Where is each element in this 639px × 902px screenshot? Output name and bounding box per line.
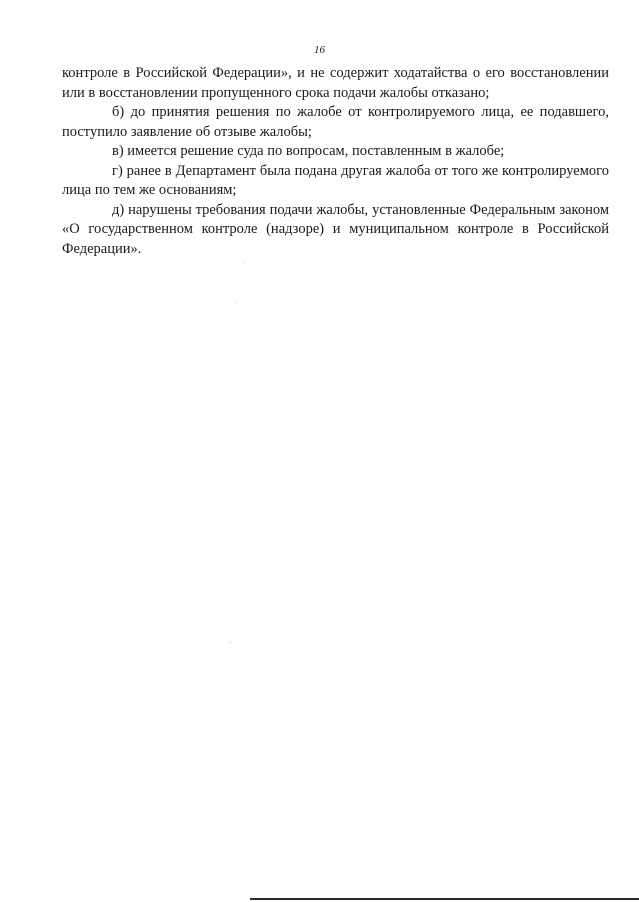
scan-edge-line <box>250 898 639 900</box>
paragraph-continuation: контроле в Российской Федерации», и не содержит ходатайства о его восстановлении или в восстановлении пропущенного срока подачи жалобы отказано; <box>62 65 609 101</box>
paragraph-item-b: б) до принятия решения по жалобе от контролируемого лица, ее подавшего, поступило заявление об отзыве жалобы; <box>62 104 609 140</box>
page-number: 16 <box>314 44 325 56</box>
document-body <box>62 64 609 259</box>
paragraph-item-d: д) нарушены требования подачи жалобы, установленные Федеральным законом «О государственном контроле (надзоре) и муниципальном контроле в Российской Федерации». <box>62 201 609 257</box>
paragraph-item-g: г) ранее в Департамент была подана другая жалоба от того же контролируемого лица по тем же основаниям; <box>62 162 609 198</box>
scan-speck <box>244 262 245 263</box>
scan-speck <box>236 302 237 303</box>
scan-speck <box>230 642 231 643</box>
paragraph-item-v: в) имеется решение суда по вопросам, поставленным в жалобе; <box>112 143 505 159</box>
